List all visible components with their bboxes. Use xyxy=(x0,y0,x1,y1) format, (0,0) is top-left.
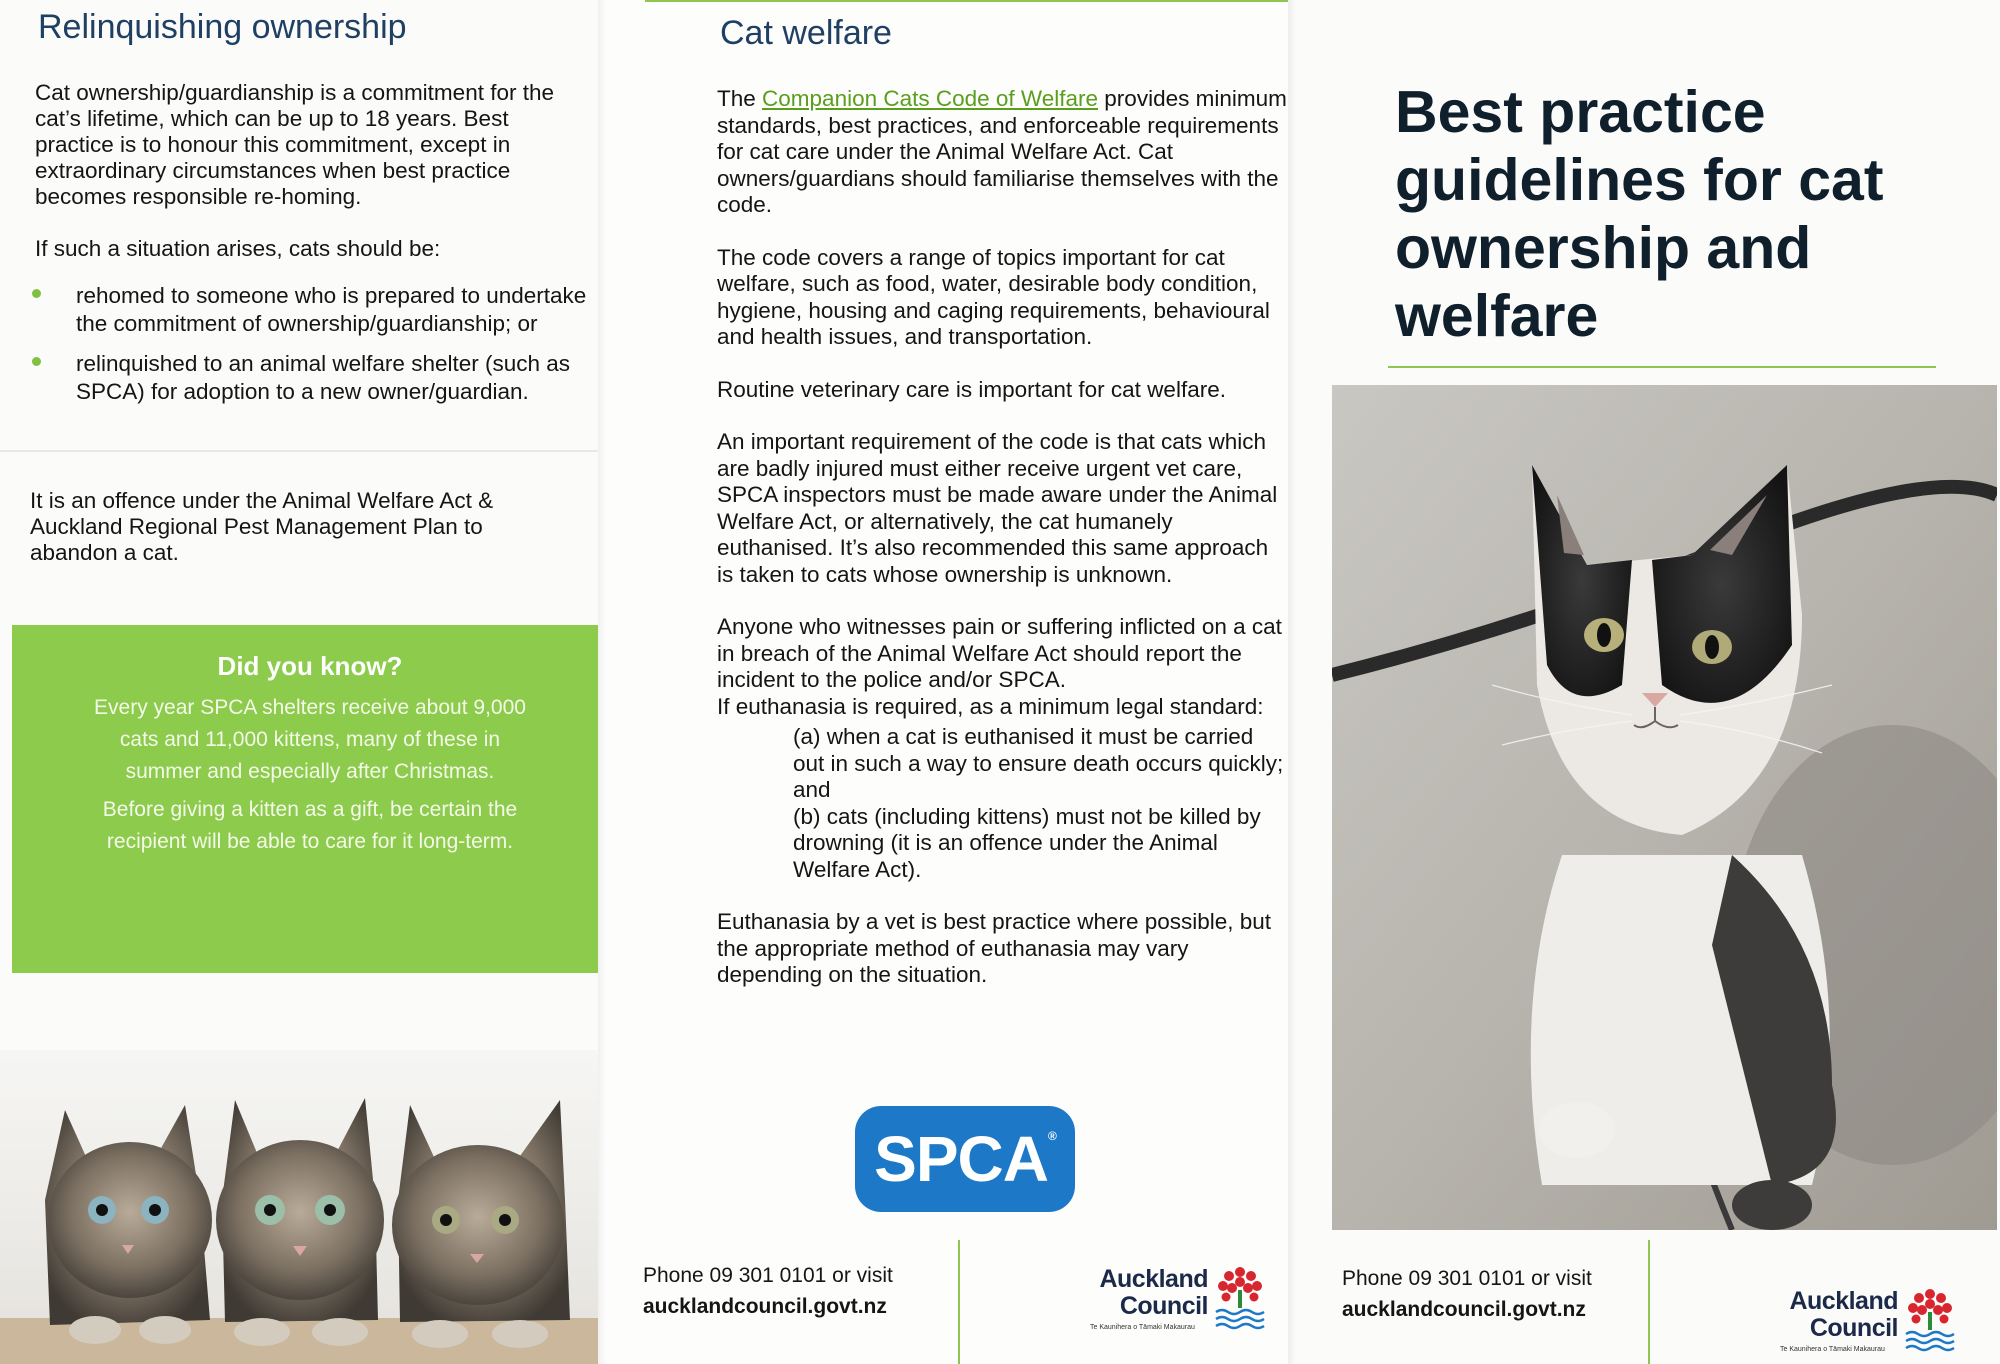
code-topics: The code covers a range of topics important for cat welfare, such as food, water, desirable body condition, hygiene, housing and caging requirements, behavioural and health issues, and transportation. xyxy=(717,244,1270,349)
divider xyxy=(0,450,598,452)
bullet-icon xyxy=(32,357,41,366)
did-you-know-stats: Every year SPCA shelters receive about 9,000 cats and 11,000 kittens, many of these in summer and especially after Christmas. xyxy=(94,696,526,783)
website-link[interactable]: aucklandcouncil.govt.nz xyxy=(643,1295,887,1318)
divider xyxy=(958,1240,960,1364)
situation-lead: If such a situation arises, cats should be: xyxy=(35,236,441,261)
spca-logo: SPCA® xyxy=(855,1106,1075,1212)
list-item: rehomed to someone who is prepared to undertake the commitment of ownership/guardianship; or xyxy=(28,282,598,338)
vet-care-note: Routine veterinary care is important for cat welfare. xyxy=(717,376,1226,402)
auckland-council-logo: Auckland Council Te Kaunihera o Tāmaki Makaurau xyxy=(1780,1284,1960,1359)
euthanasia-point-a: (a) when a cat is euthanised it must be carried out in such a way to ensure death occurs quickly; and xyxy=(793,724,1284,802)
pohutukawa-icon xyxy=(1212,1262,1268,1332)
did-you-know-title: Did you know? xyxy=(217,651,403,681)
auckland-council-logo: Auckland Council Te Kaunihera o Tāmaki Makaurau xyxy=(1090,1262,1270,1337)
injured-cats-requirement: An important requirement of the code is that cats which are badly injured must either receive urgent vet care, SPCA inspectors must be made aware under the Animal Welfare Act, or alternatively, the cat humanely euthanised. It’s also recommended this same approach is taken to cats whose ownership is unknown. xyxy=(717,429,1278,587)
did-you-know-gift: Before giving a kitten as a gift, be certain the recipient will be able to care for it long-term. xyxy=(102,798,518,853)
top-rule xyxy=(645,0,1293,2)
brochure-title: Best practice guidelines for cat ownership and welfare xyxy=(1395,79,1884,349)
kittens-photo xyxy=(0,1050,598,1364)
list-item: relinquished to an animal welfare shelter (such as SPCA) for adoption to a new owner/guardian. xyxy=(28,350,598,406)
title-underline xyxy=(1388,366,1936,368)
cat-photo xyxy=(1332,385,1997,1230)
cat-welfare-body xyxy=(717,86,1287,1015)
abandon-offence-text: It is an offence under the Animal Welfare Act & Auckland Regional Pest Management Plan to abandon a cat. xyxy=(30,488,494,565)
pohutukawa-icon xyxy=(1902,1284,1958,1354)
fold-shadow xyxy=(598,0,606,1364)
website-link[interactable]: aucklandcouncil.govt.nz xyxy=(1342,1298,1586,1321)
contact-cover: Phone 09 301 0101 or visit aucklandcouncil.govt.nz xyxy=(1342,1267,1592,1321)
code-intro: The Companion Cats Code of Welfare provides minimum standards, best practices, and enforceable requirements for cat care under the Animal Welfare Act. Cat owners/guardians should familiarise themselves with the code. xyxy=(717,86,1287,217)
divider xyxy=(1648,1240,1650,1364)
relinquishing-heading: Relinquishing ownership xyxy=(38,8,407,46)
code-of-welfare-link[interactable]: Companion Cats Code of Welfare xyxy=(762,86,1099,111)
euthanasia-point-b: (b) cats (including kittens) must not be killed by drowning (it is an offence under the Animal Welfare Act). xyxy=(793,803,1261,882)
euthanasia-standard-lead: If euthanasia is required, as a minimum legal standard: xyxy=(717,693,1264,719)
cat-welfare-heading: Cat welfare xyxy=(720,14,892,52)
bullet-icon xyxy=(32,289,41,298)
rehoming-options-list xyxy=(28,282,598,418)
relinquishing-intro: Cat ownership/guardianship is a commitment for the cat’s lifetime, which can be up to 18 years. Best practice is to honour this commitment, except in extraordinary circumstances when best practice becomes responsible re-homing. If such a situation arises, cats should be: xyxy=(35,80,585,288)
contact-middle: Phone 09 301 0101 or visit aucklandcouncil.govt.nz xyxy=(643,1264,893,1318)
vet-euthanasia-note: Euthanasia by a vet is best practice where possible, but the appropriate method of euthanasia may vary depending on the situation. xyxy=(717,909,1272,987)
did-you-know-box xyxy=(12,625,608,973)
report-cruelty: Anyone who witnesses pain or suffering inflicted on a cat in breach of the Animal Welfare Act should report the incident to the police and/or SPCA. xyxy=(717,614,1282,692)
fold-shadow xyxy=(1288,0,1296,1364)
